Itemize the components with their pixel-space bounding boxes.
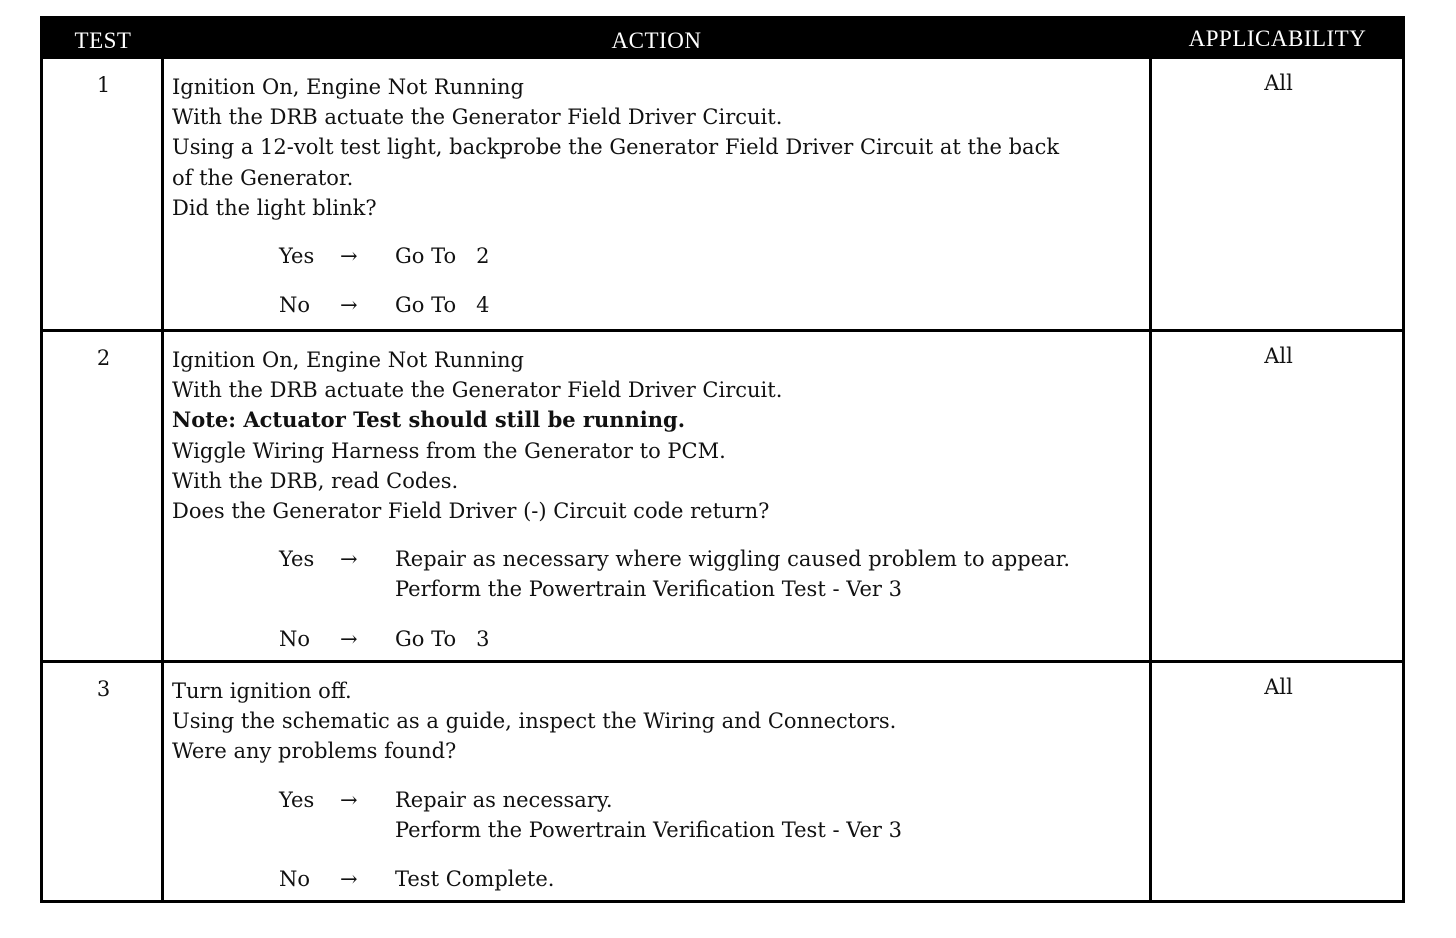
table-row-test-1 xyxy=(43,59,1402,330)
outcome-yes xyxy=(172,544,1147,604)
header-test: TEST xyxy=(74,28,132,53)
outcome-result: Perform the Powertrain Verification Test - Ver 3 xyxy=(395,817,902,842)
outcome-no xyxy=(172,290,1147,320)
outcome-result: Go To 4 xyxy=(395,293,490,318)
no-label: No xyxy=(279,626,311,651)
action-cell xyxy=(172,72,1147,339)
arrow-icon: → xyxy=(340,626,358,651)
applicability-cell: All xyxy=(1264,71,1293,95)
test-number: 2 xyxy=(96,346,111,370)
arrow-icon: → xyxy=(340,244,358,269)
action-line: Ignition On, Engine Not Running xyxy=(172,75,524,99)
action-line: Turn ignition off. xyxy=(172,679,352,703)
action-note: Note: Actuator Test should still be running. xyxy=(172,407,686,433)
applicability-cell: All xyxy=(1264,344,1293,368)
table-row-test-2 xyxy=(43,332,1402,660)
table-row-test-3 xyxy=(43,663,1402,900)
outcome-result: Go To 3 xyxy=(395,626,490,651)
action-line: With the DRB actuate the Generator Field Driver Circuit. xyxy=(172,105,783,130)
header-applicability: APPLICABILITY xyxy=(1188,26,1367,51)
yes-label: Yes xyxy=(279,244,315,269)
action-line: Does the Generator Field Driver (-) Circuit code return? xyxy=(172,499,770,524)
no-label: No xyxy=(279,293,311,318)
outcome-no xyxy=(172,864,1147,894)
table-header xyxy=(43,19,1402,59)
action-line: Wiggle Wiring Harness from the Generator to PCM. xyxy=(172,438,726,463)
test-number: 3 xyxy=(96,677,111,701)
action-line: Using the schematic as a guide, inspect the Wiring and Connectors. xyxy=(172,709,897,734)
outcome-result: Repair as necessary. xyxy=(395,787,613,812)
action-cell xyxy=(172,345,1147,673)
outcome-result: Perform the Powertrain Verification Test - Ver 3 xyxy=(395,577,902,602)
arrow-icon: → xyxy=(340,547,358,572)
outcomes xyxy=(172,785,1147,895)
outcome-yes xyxy=(172,241,1147,271)
header-action: ACTION xyxy=(611,28,702,53)
yes-label: Yes xyxy=(279,787,315,812)
action-line: Using a 12-volt test light, backprobe the Generator Field Driver Circuit at the back xyxy=(172,135,1060,160)
outcome-yes xyxy=(172,785,1147,845)
action-cell xyxy=(172,676,1147,913)
no-label: No xyxy=(279,867,311,892)
yes-label: Yes xyxy=(279,547,315,572)
action-line: Ignition On, Engine Not Running xyxy=(172,348,524,372)
outcomes xyxy=(172,241,1147,320)
diagnostic-test-table xyxy=(40,16,1405,903)
applicability-cell: All xyxy=(1264,675,1293,699)
arrow-icon: → xyxy=(340,867,358,892)
action-line: Were any problems found? xyxy=(172,739,457,764)
arrow-icon: → xyxy=(340,293,358,318)
outcome-result: Test Complete. xyxy=(395,867,555,892)
outcome-result: Go To 2 xyxy=(395,244,490,269)
outcome-result: Repair as necessary where wiggling caused problem to appear. xyxy=(395,547,1071,572)
action-line: With the DRB, read Codes. xyxy=(172,468,459,493)
outcome-no xyxy=(172,624,1147,654)
action-line: With the DRB actuate the Generator Field Driver Circuit. xyxy=(172,378,783,403)
action-line: of the Generator. xyxy=(172,165,354,190)
arrow-icon: → xyxy=(340,787,358,812)
test-number: 1 xyxy=(96,73,111,97)
outcomes xyxy=(172,544,1147,654)
action-line: Did the light blink? xyxy=(172,195,377,220)
